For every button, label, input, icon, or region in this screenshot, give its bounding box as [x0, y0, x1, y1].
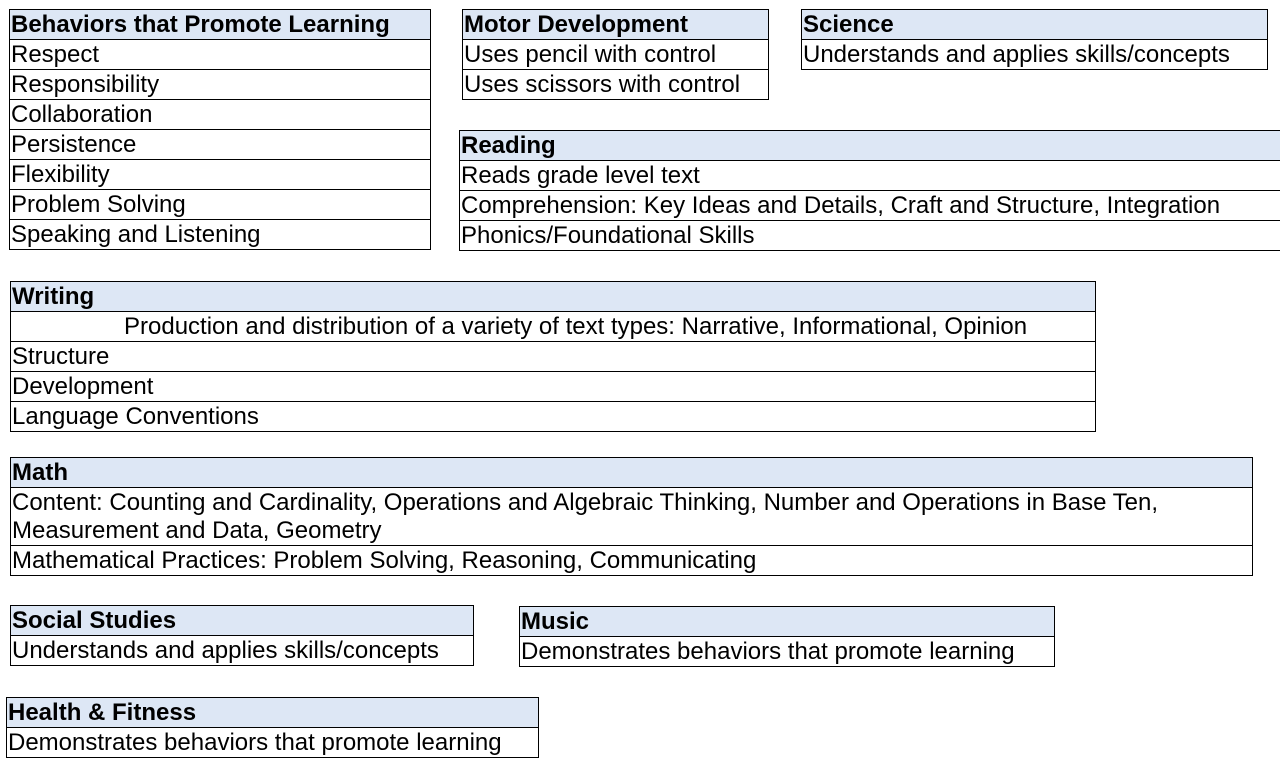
section-social-studies	[10, 605, 474, 666]
writing-item-structure: Structure	[11, 342, 1095, 372]
section-health	[6, 697, 539, 758]
section-behaviors	[9, 9, 431, 250]
reading-item-grade-level: Reads grade level text	[460, 161, 1280, 191]
music-item-behaviors: Demonstrates behaviors that promote learning	[520, 637, 1054, 667]
section-motor	[462, 9, 769, 100]
section-header-social-studies: Social Studies	[11, 605, 473, 636]
science-item-skills: Understands and applies skills/concepts	[802, 40, 1267, 70]
math-item-content: Content: Counting and Cardinality, Operations and Algebraic Thinking, Number and Operations in Base Ten, Measurement and Data, Geometry	[11, 488, 1252, 546]
section-header-math: Math	[11, 457, 1252, 488]
social-studies-item-skills: Understands and applies skills/concepts	[11, 636, 473, 666]
section-music	[519, 606, 1055, 667]
section-header-writing: Writing	[11, 281, 1095, 312]
behaviors-item-persistence: Persistence	[10, 130, 430, 160]
writing-item-development: Development	[11, 372, 1095, 402]
health-item-behaviors: Demonstrates behaviors that promote learning	[7, 728, 538, 758]
section-math	[10, 457, 1253, 576]
behaviors-item-collaboration: Collaboration	[10, 100, 430, 130]
behaviors-item-respect: Respect	[10, 40, 430, 70]
reading-item-comprehension: Comprehension: Key Ideas and Details, Craft and Structure, Integration	[460, 191, 1280, 221]
behaviors-item-flexibility: Flexibility	[10, 160, 430, 190]
section-reading	[459, 130, 1280, 251]
section-header-science: Science	[802, 9, 1267, 40]
behaviors-item-responsibility: Responsibility	[10, 70, 430, 100]
section-header-motor: Motor Development	[463, 9, 768, 40]
section-writing	[10, 281, 1096, 432]
behaviors-item-problem-solving: Problem Solving	[10, 190, 430, 220]
motor-item-pencil: Uses pencil with control	[463, 40, 768, 70]
reading-item-phonics: Phonics/Foundational Skills	[460, 221, 1280, 251]
section-header-music: Music	[520, 606, 1054, 637]
writing-item-language-conventions: Language Conventions	[11, 402, 1095, 432]
writing-subtitle: Production and distribution of a variety of text types: Narrative, Informational, Opinion	[11, 312, 1095, 342]
motor-item-scissors: Uses scissors with control	[463, 70, 768, 100]
math-item-practices: Mathematical Practices: Problem Solving, Reasoning, Communicating	[11, 546, 1252, 576]
section-science	[801, 9, 1268, 70]
section-header-reading: Reading	[460, 130, 1280, 161]
behaviors-item-speaking-listening: Speaking and Listening	[10, 220, 430, 250]
section-header-health: Health & Fitness	[7, 697, 538, 728]
section-header-behaviors: Behaviors that Promote Learning	[10, 9, 430, 40]
